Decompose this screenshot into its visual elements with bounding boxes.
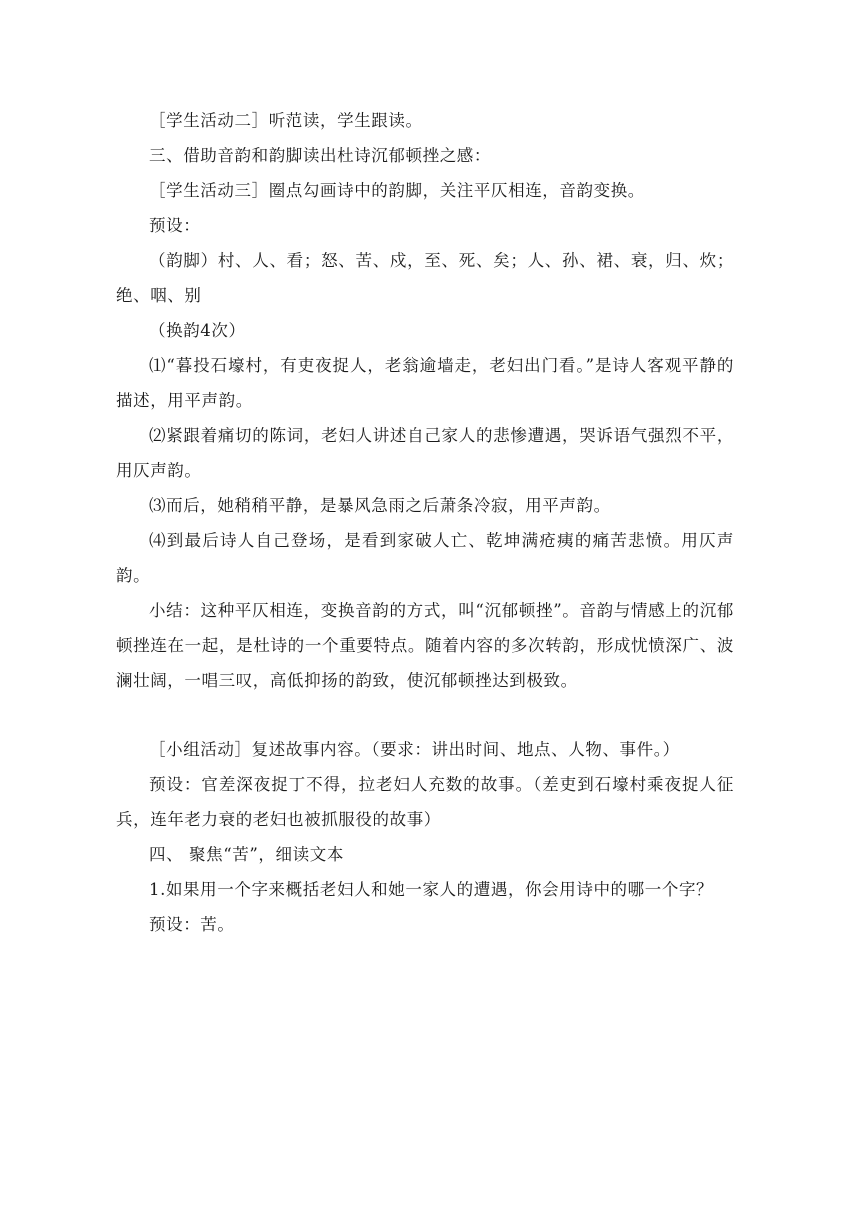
rhyme-change-label: （换韵4次） (149, 321, 246, 340)
activity-three-line: ［学生活动三］圈点勾画诗中的韵脚，关注平仄相连，音韵变换。 (149, 181, 645, 200)
preset-label: 预设： (149, 216, 201, 235)
answer-preset: 预设：苦。 (149, 915, 235, 934)
rhyme-feet-paragraph: （韵脚）村、人、看；怒、苦、戍，至、死、矣；人、孙、裙、衰，归、炊；绝、咽、别 (116, 251, 734, 305)
activity-two-line: ［学生活动二］听范读，学生跟读。 (149, 111, 423, 130)
rhyme-item-3: ⑶而后，她稍稍平静，是暴风急雨之后萧条冷寂，用平声韵。 (149, 496, 611, 515)
group-activity-line: ［小组活动］复述故事内容。（要求：讲出时间、地点、人物、事件。） (149, 740, 680, 759)
section-three-heading: 三、借助音韵和韵脚读出杜诗沉郁顿挫之感： (149, 146, 491, 165)
paragraph-spacer (116, 698, 734, 732)
story-preset-paragraph: 预设：官差深夜捉丁不得，拉老妇人充数的故事。（差吏到石壕村乘夜捉人征兵，连年老力衰的老妇也被抓服役的故事） (116, 775, 734, 829)
question-one: 1.如果用一个字来概括老妇人和她一家人的遭遇，你会用诗中的哪一个字？ (149, 880, 714, 899)
rhyme-item-4: ⑷到最后诗人自己登场，是看到家破人亡、乾坤满疮痍的痛苦悲愤。用仄声韵。 (116, 531, 734, 585)
document-body (116, 103, 734, 942)
rhyme-item-2: ⑵紧跟着痛切的陈词，老妇人讲述自己家人的悲惨遭遇，哭诉语气强烈不平，用仄声韵。 (116, 426, 734, 480)
section-four-heading: 四、 聚焦“苦”，细读文本 (149, 845, 344, 864)
summary-paragraph: 小结：这种平仄相连，变换音韵的方式，叫“沉郁顿挫”。音韵与情感上的沉郁顿挫连在一起，是杜诗的一个重要特点。随着内容的多次转韵，形成忧愤深广、波澜壮阔，一唱三叹，高低抑扬的韵致，使沉郁顿挫达到极致。 (116, 601, 734, 690)
rhyme-item-1: ⑴“暮投石壕村，有吏夜捉人，老翁逾墙走，老妇出门看。”是诗人客观平静的描述，用平声韵。 (116, 356, 734, 410)
